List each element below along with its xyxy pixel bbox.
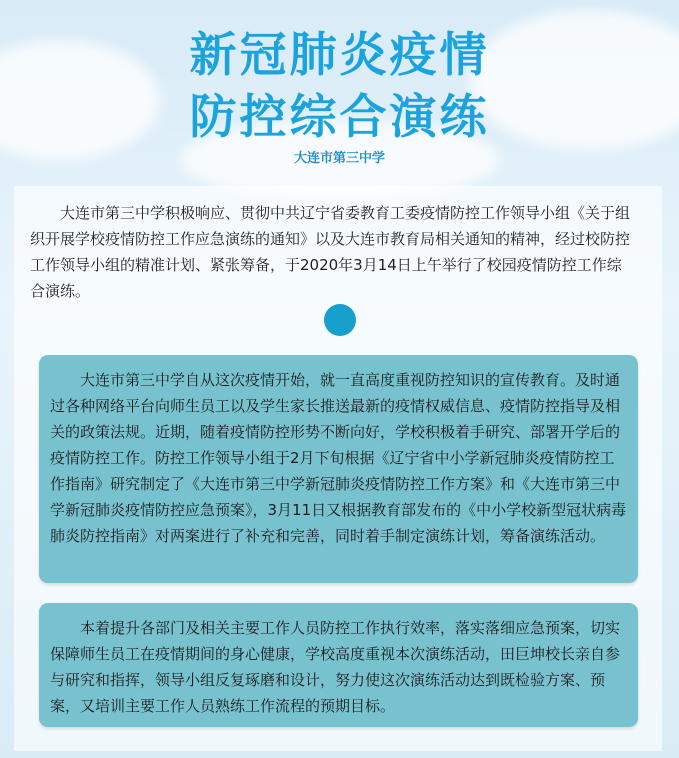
intro-paragraph: 大连市第三中学积极响应、贯彻中共辽宁省委教育工委疫情防控工作领导小组《关于组织开展学校疫情防控工作应急演练的通知》以及大连市教育局相关通知的精神，经过校防控工作领导小组的精准计划、紧张筹备，于2020年3月14日上午举行了校园疫情防控工作综合演练。 <box>30 204 631 300</box>
info-card-2-text: 本着提升各部门及相关主要工作人员防控工作执行效率，落实落细应急预案，切实保障师生员工在疫情期间的身心健康，学校高度重视本次演练活动，田巨坤校长亲自参与研究和指挥，领导小组反复琢磨和设计，努力使这次演练活动达到既检验方案、预案，又培训主要工作人员熟练工作流程的预期目标。 <box>50 619 621 715</box>
page-title-line1: 新冠肺炎疫情 <box>189 28 490 83</box>
decorative-dot-icon <box>324 304 356 336</box>
page-subtitle: 大连市第三中学 <box>293 151 385 166</box>
info-card-1 <box>39 355 638 583</box>
page-title-line2: 防控综合演练 <box>189 90 490 145</box>
info-card-1-text: 大连市第三中学自从这次疫情开始，就一直高度重视防控知识的宣传教育。及时通过各种网络平台向师生员工以及学生家长推送最新的疫情权威信息、疫情防控指导及相关的政策法规。近期，随着疫情防控形势不断向好，学校积极着手研究、部署开学后的疫情防控工作。防控工作领导小组于2月下旬根据《辽宁省中小学新冠肺炎疫情防控工作指南》研究制定了《大连市第三中学新冠肺炎疫情防控工作方案》和《大连市第三中学新冠肺炎疫情防控应急预案》，3月11日又根据教育部发布的《中小学校新型冠状病毒肺炎防控指南》对两案进行了补充和完善，同时着手制定演练计划，筹备演练活动。 <box>50 371 627 545</box>
info-card-2 <box>39 603 638 727</box>
